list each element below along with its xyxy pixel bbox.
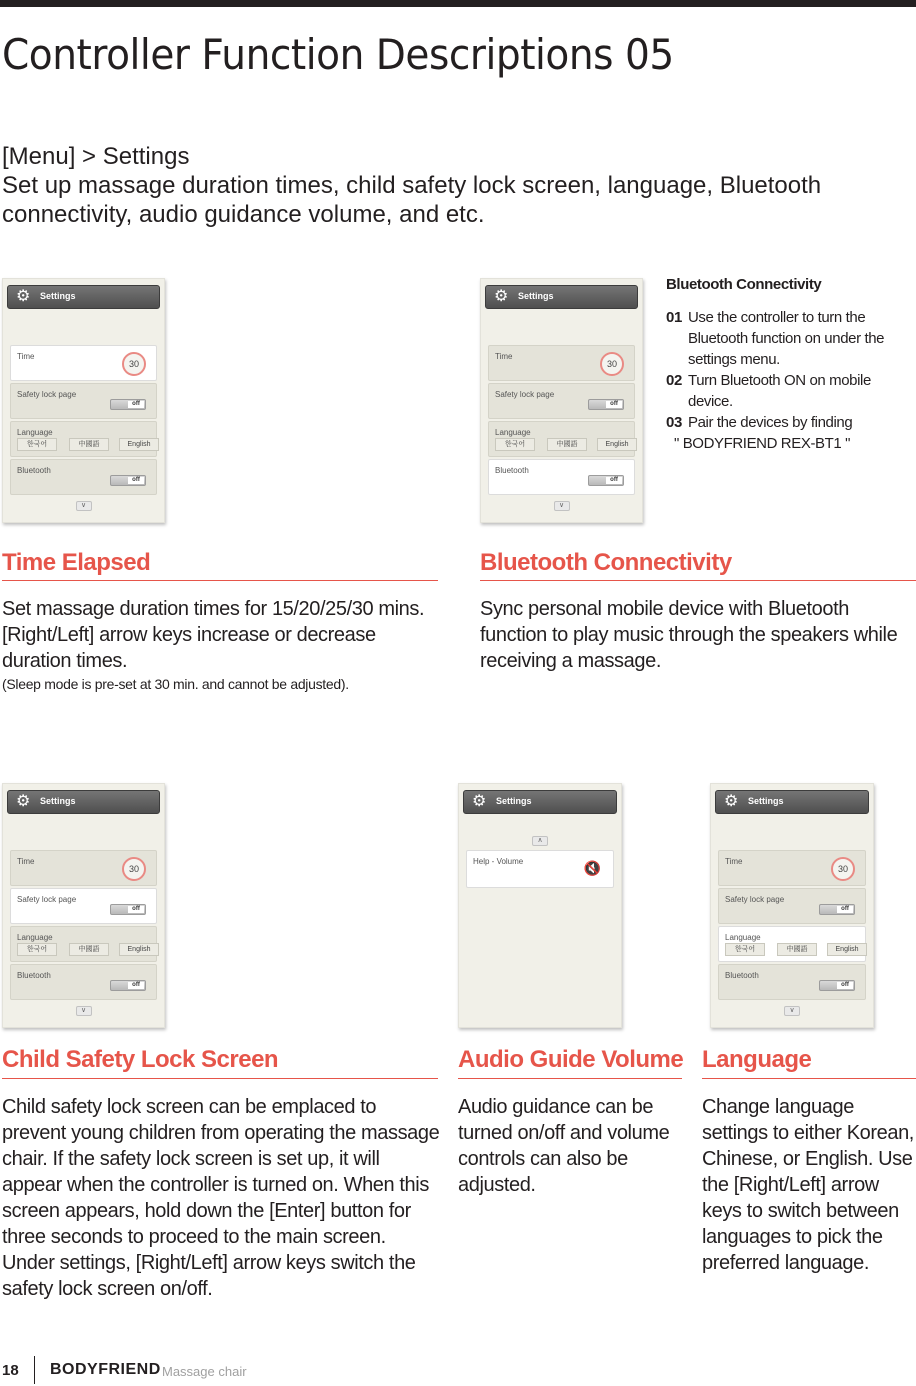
lang-korean-button[interactable]: 한국어 — [495, 438, 535, 451]
timer-dial: 30 — [122, 857, 146, 881]
brand-logo: BODYFRIEND — [50, 1361, 161, 1378]
toggle-off-label: off — [606, 477, 622, 484]
bluetooth-text: Sync personal mobile device with Bluetooth function to play music through the speakers while receiving a massage. — [480, 598, 898, 672]
language-row[interactable] — [488, 421, 635, 457]
safety-lock-label: Safety lock page — [17, 895, 77, 904]
bluetooth-row[interactable] — [488, 459, 635, 495]
timer-dial: 30 — [831, 857, 855, 881]
safety-lock-row[interactable] — [10, 383, 157, 419]
settings-header — [485, 285, 638, 309]
heading-rule — [2, 1078, 438, 1079]
settings-header — [7, 790, 160, 814]
safety-lock-toggle[interactable] — [588, 399, 624, 410]
gear-icon: ⚙ — [724, 793, 739, 810]
language-row[interactable] — [718, 926, 866, 962]
heading-rule — [480, 580, 916, 581]
safety-lock-row[interactable] — [10, 888, 157, 924]
intro-description: Set up massage duration times, child safety lock screen, language, Bluetooth connectivity, audio guidance volume, and etc. — [2, 172, 822, 228]
language-label: Language — [17, 428, 53, 437]
bluetooth-row[interactable] — [10, 964, 157, 1000]
lang-korean-button[interactable]: 한국어 — [725, 943, 765, 956]
timer-dial: 30 — [600, 352, 624, 376]
settings-header-label: Settings — [40, 291, 76, 301]
lang-korean-button[interactable]: 한국어 — [17, 943, 57, 956]
time-elapsed-note: (Sleep mode is pre-set at 30 min. and cannot be adjusted). — [2, 676, 349, 692]
bluetooth-instructions — [666, 276, 916, 454]
time-elapsed-heading: Time Elapsed — [2, 549, 151, 576]
product-label: Massage chair — [162, 1364, 247, 1379]
gear-icon: ⚙ — [16, 288, 31, 305]
scroll-down-icon[interactable]: ∨ — [76, 501, 92, 511]
bluetooth-label: Bluetooth — [725, 971, 759, 980]
time-row[interactable] — [718, 850, 866, 886]
safety-lock-toggle[interactable] — [110, 904, 146, 915]
safety-lock-row[interactable] — [488, 383, 635, 419]
step-number: 01 — [666, 309, 682, 326]
timer-dial: 30 — [122, 352, 146, 376]
gear-icon: ⚙ — [472, 793, 487, 810]
language-heading: Language — [702, 1046, 812, 1073]
language-text: Change language settings to either Korean, Chinese, or English. Use the [Right/Left] arrow keys to switch between languages to pick the preferred language. — [702, 1096, 914, 1274]
settings-header — [463, 790, 617, 814]
language-label: Language — [17, 933, 53, 942]
bluetooth-heading: Bluetooth Connectivity — [480, 549, 732, 576]
settings-header — [7, 285, 160, 309]
toggle-off-label: off — [837, 906, 853, 913]
top-rule — [0, 0, 916, 7]
language-label: Language — [725, 933, 761, 942]
bluetooth-row[interactable] — [10, 459, 157, 495]
toggle-off-label: off — [128, 401, 144, 408]
time-row[interactable] — [488, 345, 635, 381]
lang-korean-button[interactable]: 한국어 — [17, 438, 57, 451]
step-text: Turn Bluetooth ON on mobile device. — [688, 372, 871, 410]
bluetooth-device-name: " BODYFRIEND REX-BT1 " — [674, 435, 851, 452]
toggle-off-label: off — [128, 982, 144, 989]
child-lock-text: Child safety lock screen can be emplaced to prevent young children from operating the massage chair. If the safety lock screen is set up, it will appear when the controller is turned on. When this screen appears, hold down the [Enter] button for three seconds to proceed to the main screen. Under settings, [Right/Left] arrow keys switch the safety lock screen on/off. — [2, 1096, 440, 1300]
toggle-off-label: off — [128, 906, 144, 913]
scroll-down-icon[interactable]: ∨ — [784, 1006, 800, 1016]
bluetooth-toggle[interactable] — [110, 980, 146, 991]
settings-header-label: Settings — [496, 796, 532, 806]
toggle-off-label: off — [837, 982, 853, 989]
bluetooth-label: Bluetooth — [17, 971, 51, 980]
settings-screen-time — [2, 278, 165, 523]
settings-header-label: Settings — [518, 291, 554, 301]
bluetooth-label: Bluetooth — [17, 466, 51, 475]
lang-chinese-button[interactable]: 中國語 — [69, 438, 109, 451]
bluetooth-toggle[interactable] — [819, 980, 855, 991]
child-lock-heading: Child Safety Lock Screen — [2, 1046, 279, 1073]
volume-label: Help - Volume — [473, 857, 524, 866]
lang-english-button[interactable]: English — [119, 438, 159, 451]
settings-header-label: Settings — [40, 796, 76, 806]
safety-lock-label: Safety lock page — [725, 895, 785, 904]
scroll-down-icon[interactable]: ∨ — [554, 501, 570, 511]
time-label: Time — [495, 352, 513, 361]
step-text: Use the controller to turn the Bluetooth function on under the settings menu. — [688, 309, 885, 368]
intro-text — [2, 142, 882, 229]
time-elapsed-text — [2, 596, 434, 694]
safety-lock-label: Safety lock page — [495, 390, 555, 399]
lang-chinese-button[interactable]: 中國語 — [69, 943, 109, 956]
time-label: Time — [17, 352, 35, 361]
heading-rule — [2, 580, 438, 581]
step-text: Pair the devices by finding — [688, 414, 853, 431]
bluetooth-toggle[interactable] — [588, 475, 624, 486]
bluetooth-step — [666, 307, 916, 370]
bluetooth-step — [666, 370, 916, 412]
gear-icon: ⚙ — [16, 793, 31, 810]
gear-icon: ⚙ — [494, 288, 509, 305]
bluetooth-instructions-title: Bluetooth Connectivity — [666, 276, 822, 293]
intro-breadcrumb: [Menu] > Settings — [2, 143, 190, 170]
lang-chinese-button[interactable]: 中國語 — [547, 438, 587, 451]
bluetooth-row[interactable] — [718, 964, 866, 1000]
bluetooth-label: Bluetooth — [495, 466, 529, 475]
time-label: Time — [725, 857, 743, 866]
settings-header-label: Settings — [748, 796, 784, 806]
time-row[interactable] — [10, 345, 157, 381]
safety-lock-row[interactable] — [718, 888, 866, 924]
time-label: Time — [17, 857, 35, 866]
volume-row[interactable] — [466, 850, 614, 888]
toggle-off-label: off — [606, 401, 622, 408]
heading-rule — [702, 1078, 916, 1079]
bluetooth-step — [666, 412, 916, 433]
settings-screen-bluetooth — [480, 278, 643, 523]
mute-speaker-icon[interactable]: 🔇 — [583, 860, 601, 876]
settings-screen-language — [710, 783, 874, 1028]
settings-screen-volume — [458, 783, 622, 1028]
step-number: 02 — [666, 372, 682, 389]
page-title: Controller Function Descriptions 05 — [2, 30, 674, 79]
audio-heading: Audio Guide Volume — [458, 1046, 684, 1073]
settings-screen-safety-lock — [2, 783, 165, 1028]
safety-lock-toggle[interactable] — [819, 904, 855, 915]
step-number: 03 — [666, 414, 682, 431]
scroll-down-icon[interactable]: ∨ — [76, 1006, 92, 1016]
lang-english-button[interactable]: English — [597, 438, 637, 451]
time-elapsed-body: Set massage duration times for 15/20/25/30 mins. [Right/Left] arrow keys increase or decrease duration times. — [2, 598, 425, 672]
language-row[interactable] — [10, 926, 157, 962]
page-number: 18 — [2, 1362, 19, 1379]
language-label: Language — [495, 428, 531, 437]
footer-divider — [34, 1356, 35, 1384]
lang-english-button[interactable]: English — [119, 943, 159, 956]
scroll-up-icon[interactable]: ∧ — [532, 836, 548, 846]
time-row[interactable] — [10, 850, 157, 886]
lang-chinese-button[interactable]: 中國語 — [777, 943, 817, 956]
heading-rule — [458, 1078, 682, 1079]
safety-lock-label: Safety lock page — [17, 390, 77, 399]
bluetooth-toggle[interactable] — [110, 475, 146, 486]
lang-english-button[interactable]: English — [827, 943, 867, 956]
audio-text: Audio guidance can be turned on/off and volume controls can also be adjusted. — [458, 1096, 670, 1196]
settings-header — [715, 790, 869, 814]
language-row[interactable] — [10, 421, 157, 457]
safety-lock-toggle[interactable] — [110, 399, 146, 410]
toggle-off-label: off — [128, 477, 144, 484]
